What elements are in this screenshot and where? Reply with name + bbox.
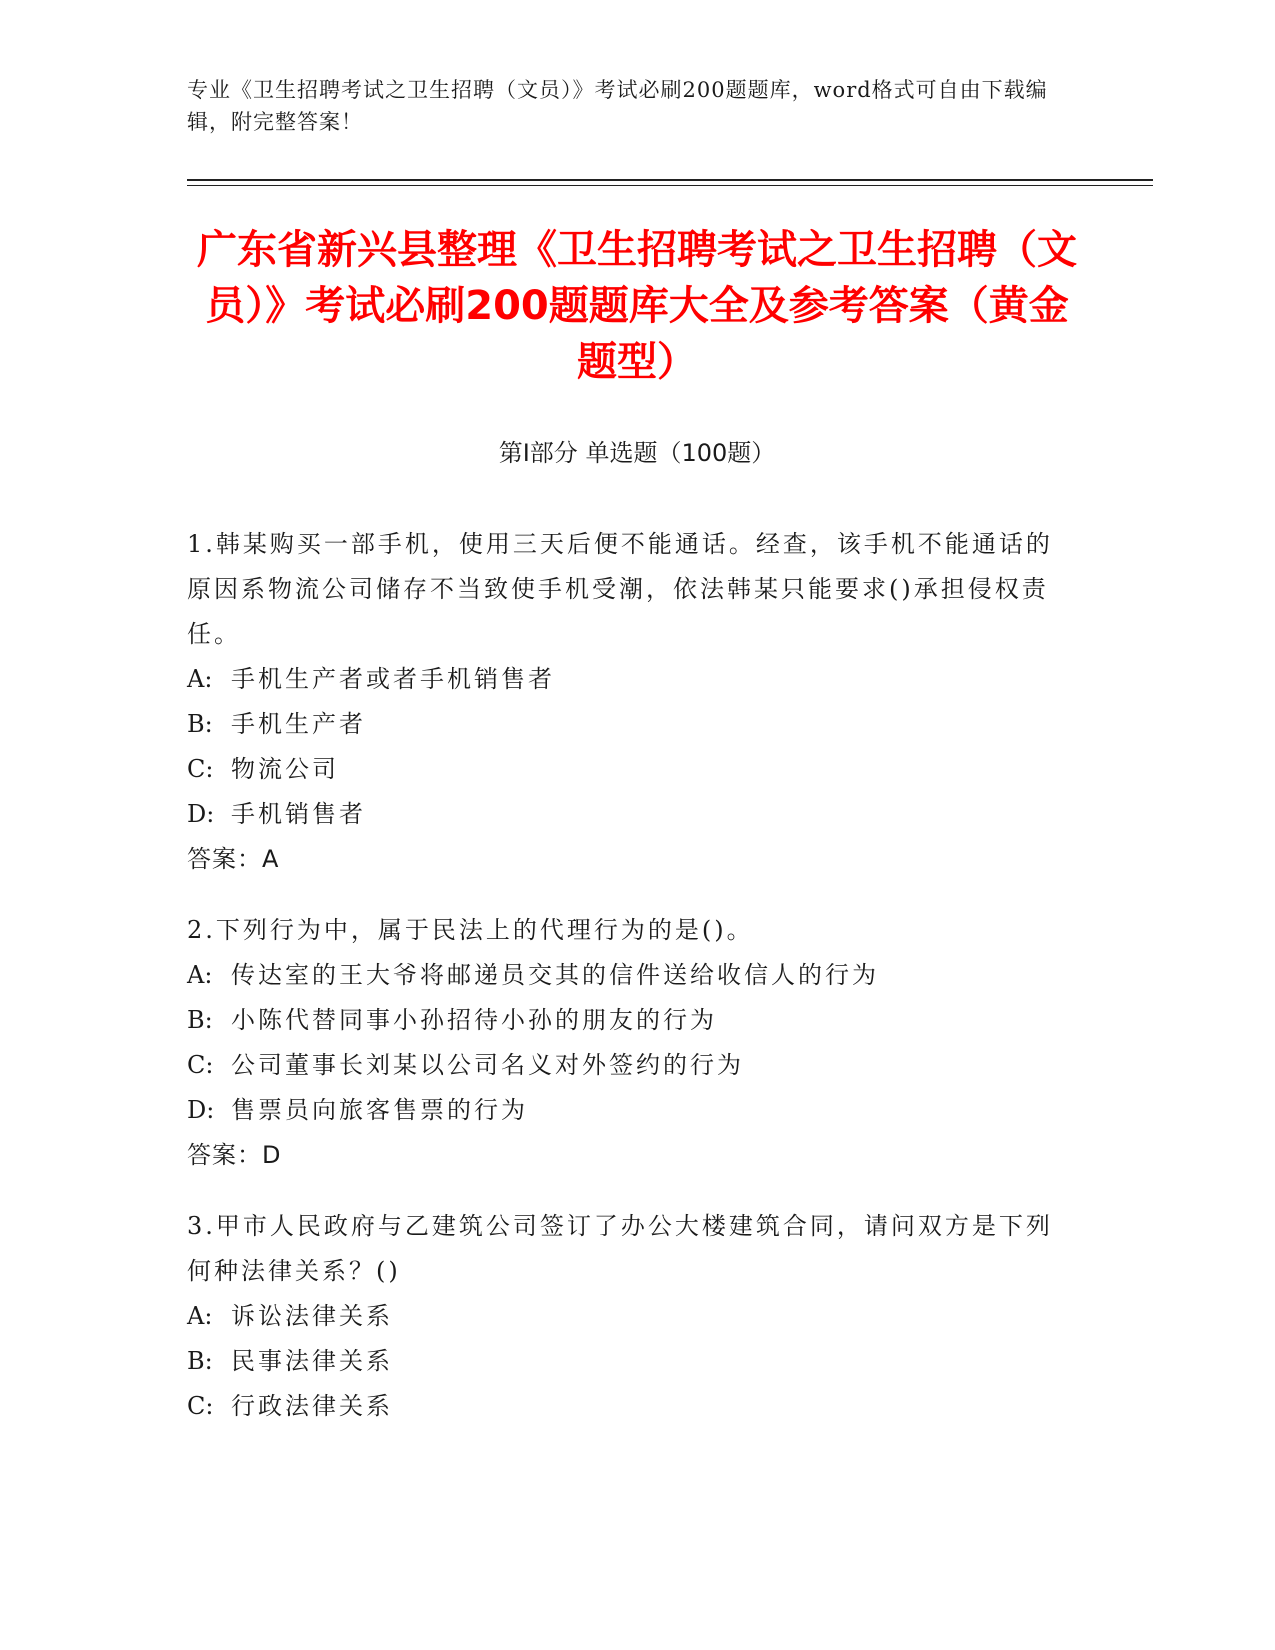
question-list — [187, 522, 1057, 1455]
option-text: 民事法律关系 — [231, 1347, 393, 1375]
question-option — [187, 747, 1057, 792]
option-letter: A: — [187, 1302, 213, 1330]
question-option — [187, 1088, 1057, 1133]
option-text: 传达室的王大爷将邮递员交其的信件送给收信人的行为 — [231, 961, 879, 989]
question-option — [187, 702, 1057, 747]
question-option — [187, 953, 1057, 998]
question-stem: 1.韩某购买一部手机，使用三天后便不能通话。经查，该手机不能通话的原因系物流公司储存不当致使手机受潮，依法韩某只能要求()承担侵权责任。 — [187, 530, 1053, 648]
question-option — [187, 792, 1057, 837]
option-text: 行政法律关系 — [231, 1392, 393, 1420]
question-item — [187, 1204, 1057, 1429]
option-text: 物流公司 — [231, 755, 339, 783]
option-letter: D: — [187, 1096, 215, 1124]
header-divider-thick — [187, 179, 1153, 181]
option-letter: A: — [187, 961, 213, 989]
option-text: 售票员向旅客售票的行为 — [231, 1096, 528, 1124]
question-stem: 3.甲市人民政府与乙建筑公司签订了办公大楼建筑合同，请问双方是下列何种法律关系？() — [187, 1212, 1053, 1285]
question-answer: 答案：A — [187, 845, 280, 873]
document-title: 广东省新兴县整理《卫生招聘考试之卫生招聘（文员）》考试必刷200题题库大全及参考答案（黄金题型） — [197, 227, 1077, 385]
option-letter: B: — [187, 1347, 213, 1375]
option-letter: C: — [187, 1051, 214, 1079]
question-option — [187, 1043, 1057, 1088]
option-text: 手机生产者或者手机销售者 — [231, 665, 555, 693]
option-text: 诉讼法律关系 — [231, 1302, 393, 1330]
question-answer: 答案：D — [187, 1141, 282, 1169]
option-text: 公司董事长刘某以公司名义对外签约的行为 — [231, 1051, 744, 1079]
option-letter: C: — [187, 755, 214, 783]
option-letter: A: — [187, 665, 213, 693]
option-letter: B: — [187, 710, 213, 738]
option-letter: B: — [187, 1006, 213, 1034]
question-option — [187, 657, 1057, 702]
question-option — [187, 1339, 1057, 1384]
section-title: 第Ⅰ部分 单选题（100题） — [498, 439, 776, 467]
question-stem: 2.下列行为中，属于民法上的代理行为的是()。 — [187, 916, 754, 944]
option-text: 手机生产者 — [231, 710, 366, 738]
question-option — [187, 998, 1057, 1043]
question-item — [187, 522, 1057, 882]
option-letter: D: — [187, 800, 215, 828]
question-option — [187, 1294, 1057, 1339]
option-text: 小陈代替同事小孙招待小孙的朋友的行为 — [231, 1006, 717, 1034]
option-letter: C: — [187, 1392, 214, 1420]
option-text: 手机销售者 — [231, 800, 366, 828]
question-option — [187, 1384, 1057, 1429]
header-note: 专业《卫生招聘考试之卫生招聘（文员）》考试必刷200题题库，word格式可自由下载编辑，附完整答案！ — [187, 78, 1048, 134]
header-divider-thin — [187, 185, 1153, 186]
question-item — [187, 908, 1057, 1178]
